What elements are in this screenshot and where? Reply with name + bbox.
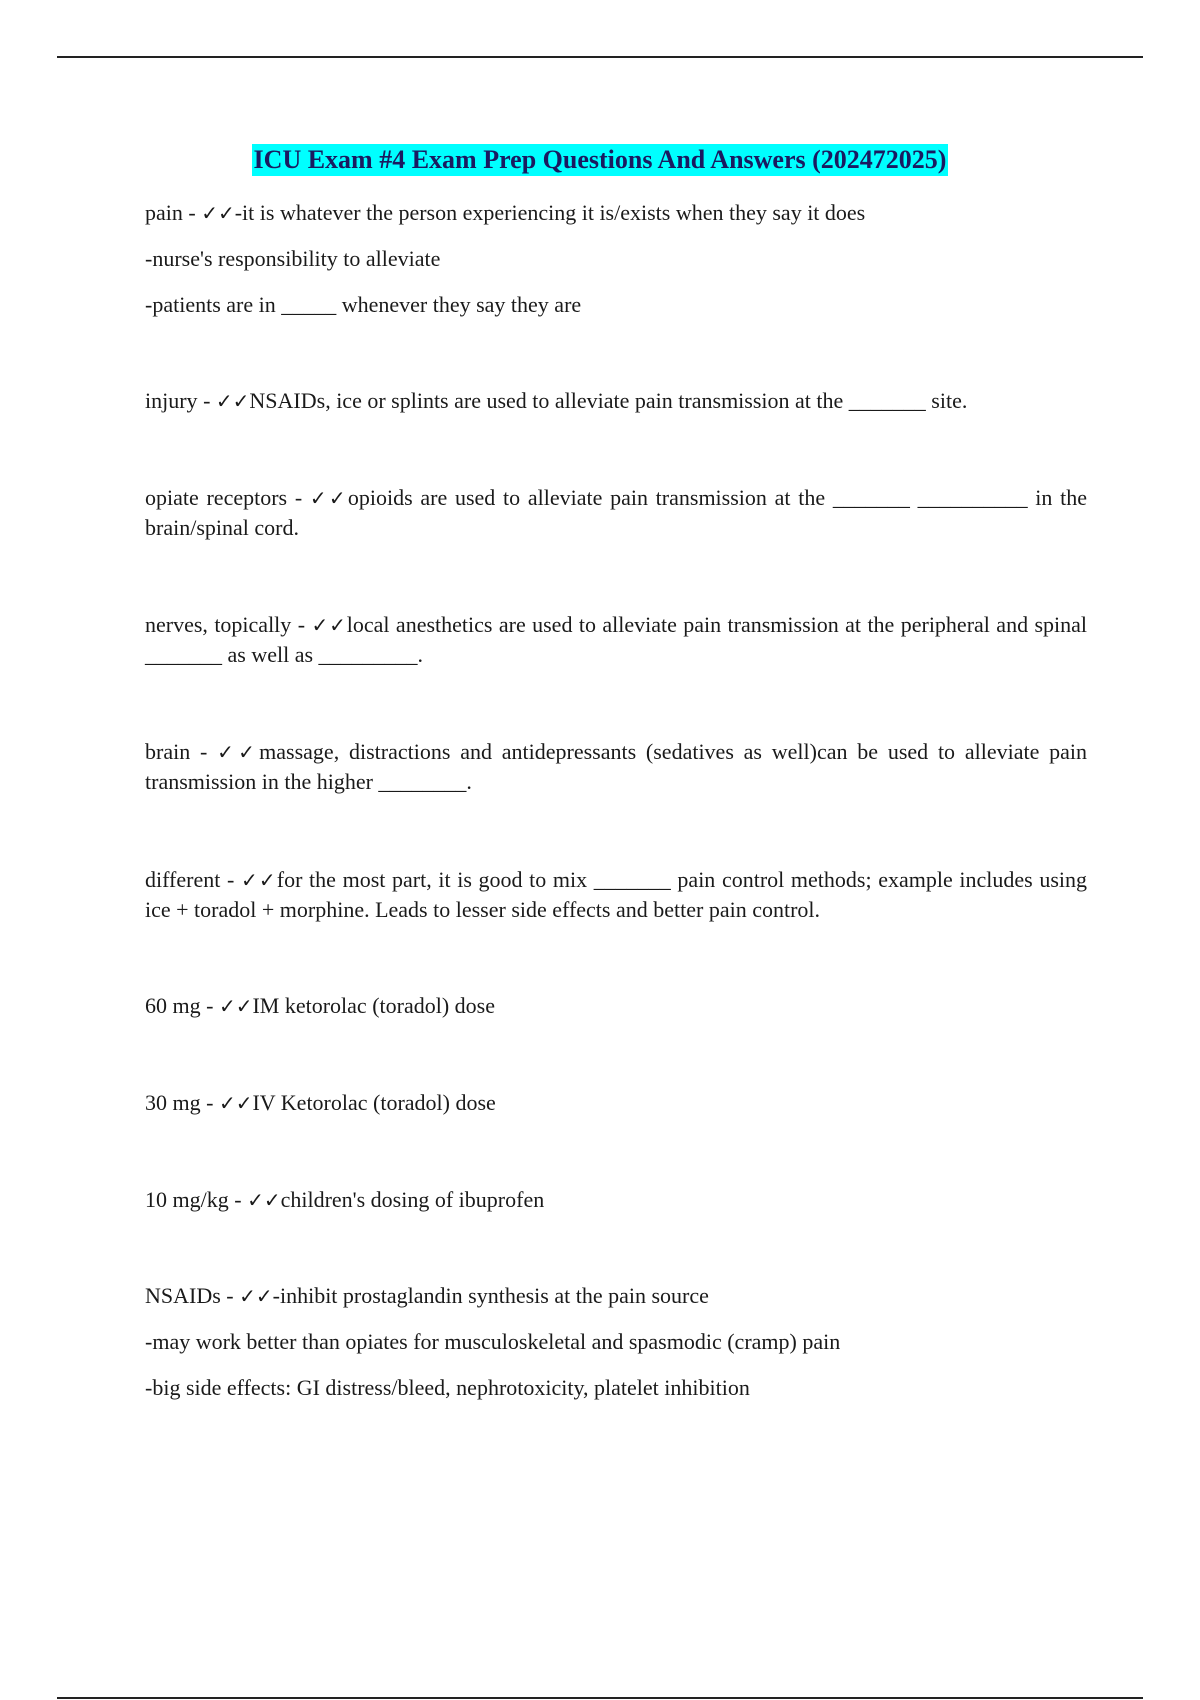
double-check-icon: ✓✓ [309, 486, 348, 510]
qa-item-injury [145, 386, 1087, 416]
qa-item-pain [145, 198, 1087, 317]
qa-separator: - [287, 485, 310, 510]
qa-answer: children's dosing of ibuprofen [280, 1187, 545, 1212]
qa-extra-line: -big side effects: GI distress/bleed, nephrotoxicity, platelet inhibition [145, 1375, 750, 1400]
qa-term: 10 mg/kg [145, 1187, 229, 1212]
qa-answer: -inhibit prostaglandin synthesis at the pain source [272, 1283, 709, 1308]
qa-item-different [145, 865, 1087, 925]
qa-term: different [145, 867, 221, 892]
qa-line [145, 1088, 1087, 1118]
qa-separator: - [291, 612, 312, 637]
top-rule [57, 56, 1143, 58]
qa-term: pain [145, 200, 183, 225]
double-check-icon: ✓✓ [215, 389, 250, 413]
qa-item-30-mg [145, 1088, 1087, 1118]
double-check-icon: ✓✓ [218, 1091, 253, 1115]
qa-extra-line: -nurse's responsibility to alleviate [145, 246, 441, 271]
qa-line [145, 1185, 1087, 1215]
qa-term: opiate receptors [145, 485, 288, 510]
qa-answer: NSAIDs, ice or splints are used to alleviate pain transmission at the _______ site. [249, 388, 968, 413]
qa-item-nsaids [145, 1281, 1087, 1400]
qa-line [145, 483, 1087, 543]
qa-answer: IM ketorolac (toradol) dose [252, 993, 495, 1018]
qa-item-60-mg [145, 991, 1087, 1021]
double-check-icon: ✓✓ [311, 613, 347, 637]
qa-item-nerves-topically [145, 610, 1087, 670]
double-check-icon: ✓✓ [240, 868, 277, 892]
qa-answer: for the most part, it is good to mix _______ pain control methods; example includes using ice + toradol + morphine. Leads to lesser side effects and better pain control. [145, 867, 1088, 922]
double-check-icon: ✓✓ [239, 1284, 273, 1308]
qa-separator: - [200, 993, 219, 1018]
qa-answer: opioids are used to alleviate pain transmission at the _______ __________ in the brain/spinal cord. [145, 485, 1088, 540]
qa-term: 30 mg [145, 1090, 201, 1115]
qa-term: nerves, topically [145, 612, 292, 637]
qa-separator: - [182, 200, 202, 225]
qa-line [145, 610, 1087, 670]
qa-line [145, 386, 1087, 416]
qa-item-brain [145, 737, 1087, 797]
qa-term: injury [145, 388, 198, 413]
qa-separator: - [190, 739, 218, 764]
document-title: ICU Exam #4 Exam Prep Questions And Answers (202472025) [253, 145, 947, 174]
double-check-icon: ✓✓ [247, 1188, 281, 1212]
qa-extra-line: -may work better than opiates for musculoskeletal and spasmodic (cramp) pain [145, 1329, 841, 1354]
title-wrap [0, 144, 1200, 176]
qa-line [145, 1281, 1087, 1311]
qa-item-10-mg-kg [145, 1185, 1087, 1215]
qa-extra-line: -patients are in _____ whenever they say they are [145, 292, 582, 317]
qa-answer: massage, distractions and antidepressants (sedatives as well)can be used to alleviate pain transmission in the higher ________. [145, 739, 1087, 794]
bottom-rule [57, 1697, 1143, 1699]
double-check-icon: ✓✓ [218, 994, 253, 1018]
qa-line [145, 865, 1087, 925]
qa-separator: - [228, 1187, 248, 1212]
qa-separator: - [220, 1283, 240, 1308]
qa-line [145, 737, 1087, 797]
double-check-icon: ✓✓ [217, 740, 260, 764]
double-check-icon: ✓✓ [201, 201, 235, 225]
qa-term: 60 mg [145, 993, 201, 1018]
qa-line [145, 991, 1087, 1021]
qa-term: NSAIDs [145, 1283, 221, 1308]
qa-answer: local anesthetics are used to alleviate pain transmission at the peripheral and spinal _______ as well as _________. [145, 612, 1088, 667]
qa-separator: - [220, 867, 241, 892]
qa-line [145, 198, 1087, 228]
qa-term: brain [145, 739, 191, 764]
qa-separator: - [200, 1090, 219, 1115]
qa-answer: -it is whatever the person experiencing it is/exists when they say it does [234, 200, 866, 225]
qa-answer: IV Ketorolac (toradol) dose [252, 1090, 496, 1115]
qa-separator: - [197, 388, 216, 413]
qa-item-opiate-receptors [145, 483, 1087, 543]
